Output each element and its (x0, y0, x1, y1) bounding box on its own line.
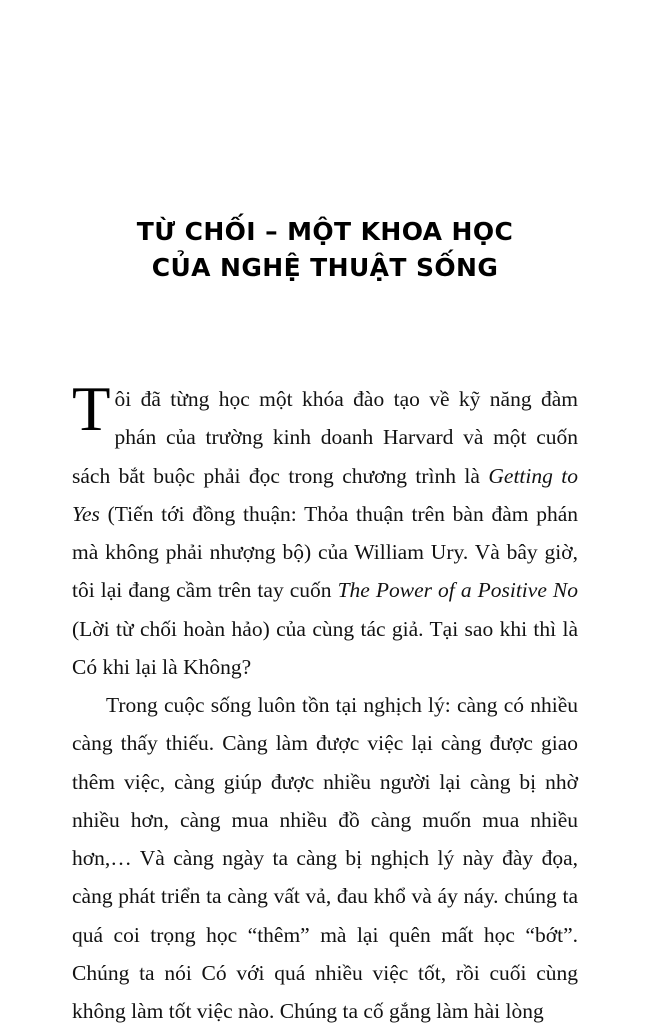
chapter-title-line-1: TỪ CHỐI – MỘT KHOA HỌC (136, 217, 514, 246)
paragraph-1 (72, 374, 579, 686)
paragraph-1-run-1: ôi đã từng học một khóa đào tạo về kỹ năng đàm phán của trường kinh doanh Harvard và một cuốn sách bắt buộc phải đọc trong chương trình là (72, 387, 578, 488)
paragraph-1-run-2: (Tiến tới đồng thuận: Thỏa thuận trên bàn đàm phán mà không phải nhượng bộ) của William Ury. Và bây giờ, tôi lại đang cầm trên tay cuốn (72, 501, 578, 603)
body-text (72, 374, 579, 1031)
book-title-getting-to-yes: Getting to Yes (72, 463, 579, 526)
paragraph-1-run-3: (Lời từ chối hoàn hảo) của cùng tác giả. Tại sao khi thì là Có khi lại là Không? (72, 616, 578, 679)
drop-cap: T (72, 374, 111, 444)
paragraph-2: Trong cuộc sống luôn tồn tại nghịch lý: càng có nhiều càng thấy thiếu. Càng làm được việc lại càng được giao thêm việc, càng giúp được nhiều người lại càng bị nhờ nhiều hơn, càng mua nhiều đồ càng muốn mua nhiều hơn,… Và càng ngày ta càng bị nghịch lý này đày đọa, càng phát triển ta càng vất vả, đau khổ và áy náy. chúng ta quá coi trọng học “thêm” mà lại quên mất học “bớt”. Chúng ta nói Có với quá nhiều việc tốt, rồi cuối cùng không làm tốt việc nào. Chúng ta cố gắng làm hài lòng (72, 693, 578, 1024)
chapter-title-line-2: CỦA NGHỆ THUẬT SỐNG (151, 252, 499, 282)
chapter-title (72, 0, 578, 285)
book-title-positive-no: The Power of a Positive No (337, 578, 578, 603)
